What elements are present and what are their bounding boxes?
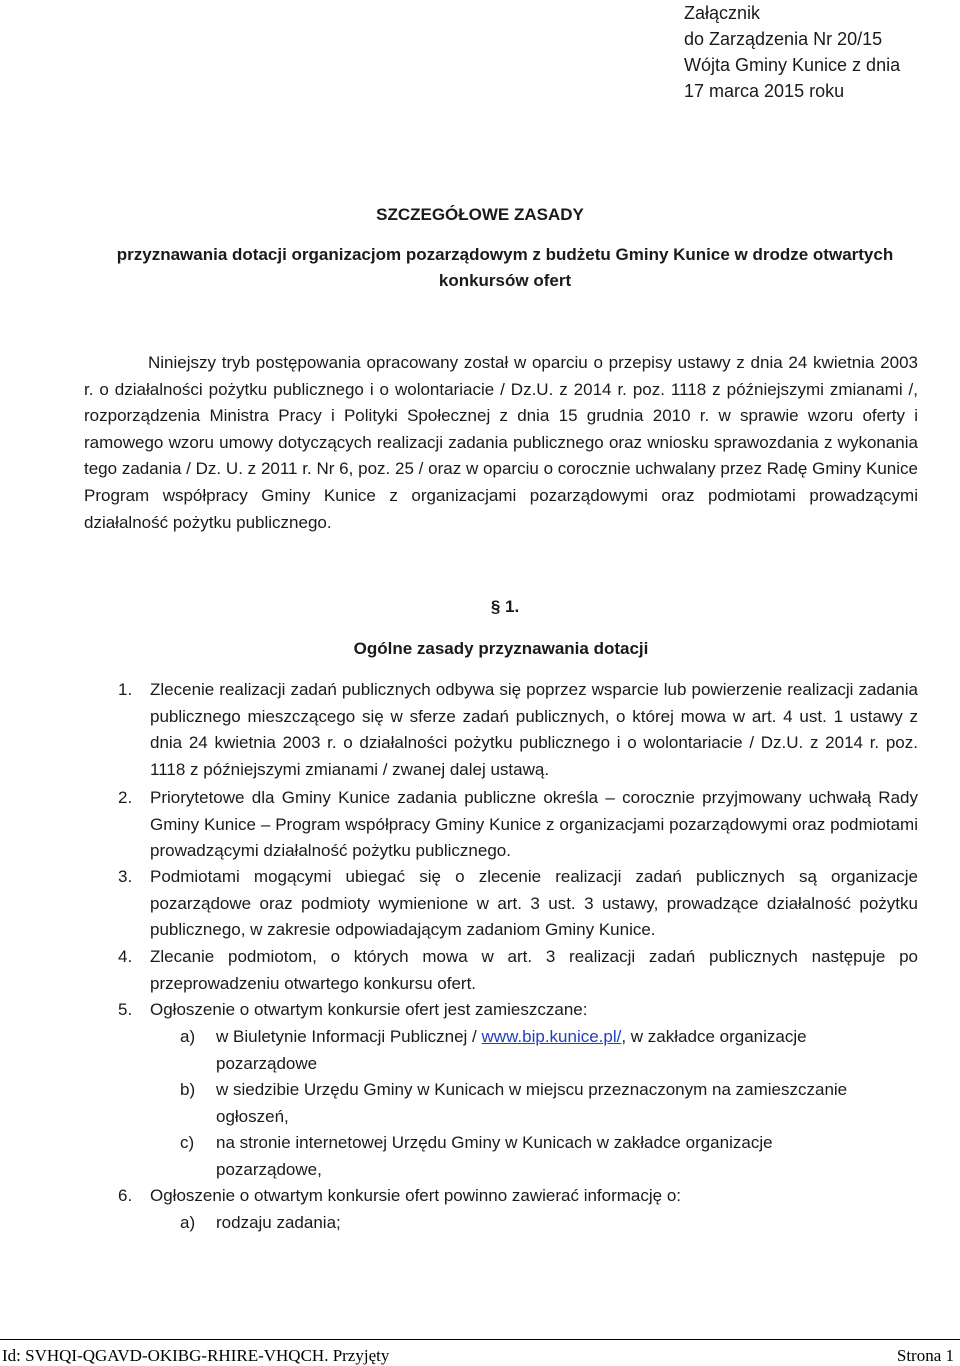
sub-list-text: rodzaju zadania;	[216, 1213, 341, 1232]
attachment-header	[684, 0, 900, 104]
sub-list-label: b)	[180, 1080, 196, 1099]
sub-list-text-pre: w Biuletynie Informacji Publicznej /	[216, 1027, 482, 1046]
list-item	[84, 1183, 918, 1210]
attachment-line: Załącznik	[684, 3, 761, 23]
list-item-text: Podmiotami mogącymi ubiegać się o zlecenie realizacji zadań publicznych są organizacje pozarządowe oraz podmioty wymienione w art. 3 ust. 3 ustawy, prowadzące działalność pożytku publicznego, w zakresie odpowiadającym zadaniom Gminy Kunice.	[150, 867, 918, 940]
list-item	[84, 864, 918, 944]
sub-list-item	[150, 1077, 870, 1130]
sub-list-text: na stronie internetowej Urzędu Gminy w Kunicach w zakładce organizacje pozarządowe,	[216, 1133, 773, 1179]
sub-list-item	[150, 1210, 870, 1237]
document-id: Id: SVHQI-QGAVD-OKIBG-RHIRE-VHQCH. Przyjęty	[2, 1346, 390, 1365]
list-item	[84, 677, 918, 783]
attachment-line: do Zarządzenia Nr 20/15	[684, 29, 883, 49]
page-number: Strona 1	[896, 1346, 954, 1365]
section-title: Ogólne zasady przyznawania dotacji	[353, 639, 649, 658]
sub-list-text-post: , w zakładce organizacje pozarządowe	[216, 1027, 807, 1073]
footer-divider	[0, 1339, 960, 1340]
section-number: § 1.	[490, 597, 520, 616]
list-item-text: Zlecanie podmiotom, o których mowa w art. 3 realizacji zadań publicznych następuje po przeprowadzeniu otwartego konkursu ofert.	[150, 947, 918, 993]
sub-list-label: c)	[180, 1133, 195, 1152]
attachment-line: 17 marca 2015 roku	[684, 81, 845, 101]
sub-list-text	[216, 1024, 870, 1077]
document-subtitle: przyznawania dotacji organizacjom pozarządowym z budżetu Gminy Kunice w drodze otwartych konkursów ofert	[116, 245, 894, 290]
list-item-text: Zlecenie realizacji zadań publicznych odbywa się poprzez wsparcie lub powierzenie realizacji zadania publicznego mieszczącego się w sferze zadań publicznych, o której mowa w art. 4 ust. 1 ustawy z dnia 24 kwietnia 2003 r. o działalności pożytku publicznego i o wolontariacie / Dz.U. z 2014 r. poz. 1118 z późniejszymi zmianami / zwanej dalej ustawą.	[150, 680, 918, 779]
list-item-text: Ogłoszenie o otwartym konkursie ofert powinno zawierać informację o:	[150, 1186, 682, 1205]
intro-paragraph: Niniejszy tryb postępowania opracowany został w oparciu o przepisy ustawy z dnia 24 kwietnia 2003 r. o działalności pożytku publicznego i o wolontariacie / Dz.U. z 2014 r. poz. 1118 z późniejszymi zmianami /, rozporządzenia Ministra Pracy i Polityki Społecznej z dnia 15 grudnia 2010 r. w sprawie wzoru oferty i ramowego wzoru umowy dotyczących realizacji zadania publicznego oraz wniosku sprawozdania z wykonania tego zadania / Dz. U. z 2011 r. Nr 6, poz. 25 / oraz w oparciu o corocznie uchwalany przez Radę Gminy Kunice Program współpracy Gminy Kunice z organizacjami pozarządowymi oraz podmiotami prowadzącymi działalność pożytku publicznego.	[84, 353, 918, 532]
sub-list-item	[150, 1024, 870, 1077]
sub-list-item	[150, 1130, 870, 1183]
list-item-number: 6.	[118, 1186, 133, 1205]
list-item-number: 5.	[118, 1000, 133, 1019]
list-item-number: 3.	[118, 867, 133, 886]
attachment-line: Wójta Gminy Kunice z dnia	[684, 55, 901, 75]
bip-link[interactable]: www.bip.kunice.pl/	[481, 1027, 622, 1046]
list-item	[84, 997, 918, 1024]
list-item-number: 2.	[118, 788, 133, 807]
sub-list-label: a)	[180, 1027, 196, 1046]
sub-list-text: w siedzibie Urzędu Gminy w Kunicach w miejscu przeznaczonym na zamieszczanie ogłoszeń,	[216, 1080, 848, 1126]
list-item	[84, 944, 918, 997]
list-item	[84, 785, 918, 865]
list-item-number: 1.	[118, 680, 133, 699]
sub-list-label: a)	[180, 1213, 196, 1232]
document-title: SZCZEGÓŁOWE ZASADY	[376, 205, 584, 224]
list-item-text: Ogłoszenie o otwartym konkursie ofert jest zamieszczane:	[150, 1000, 588, 1019]
list-item-text: Priorytetowe dla Gminy Kunice zadania publiczne określa – corocznie przyjmowany uchwałą Rady Gminy Kunice – Program współpracy Gminy Kunice z organizacjami pozarządowymi oraz podmiotami prowadzącymi działalność pożytku publicznego.	[150, 788, 918, 861]
list-item-number: 4.	[118, 947, 133, 966]
